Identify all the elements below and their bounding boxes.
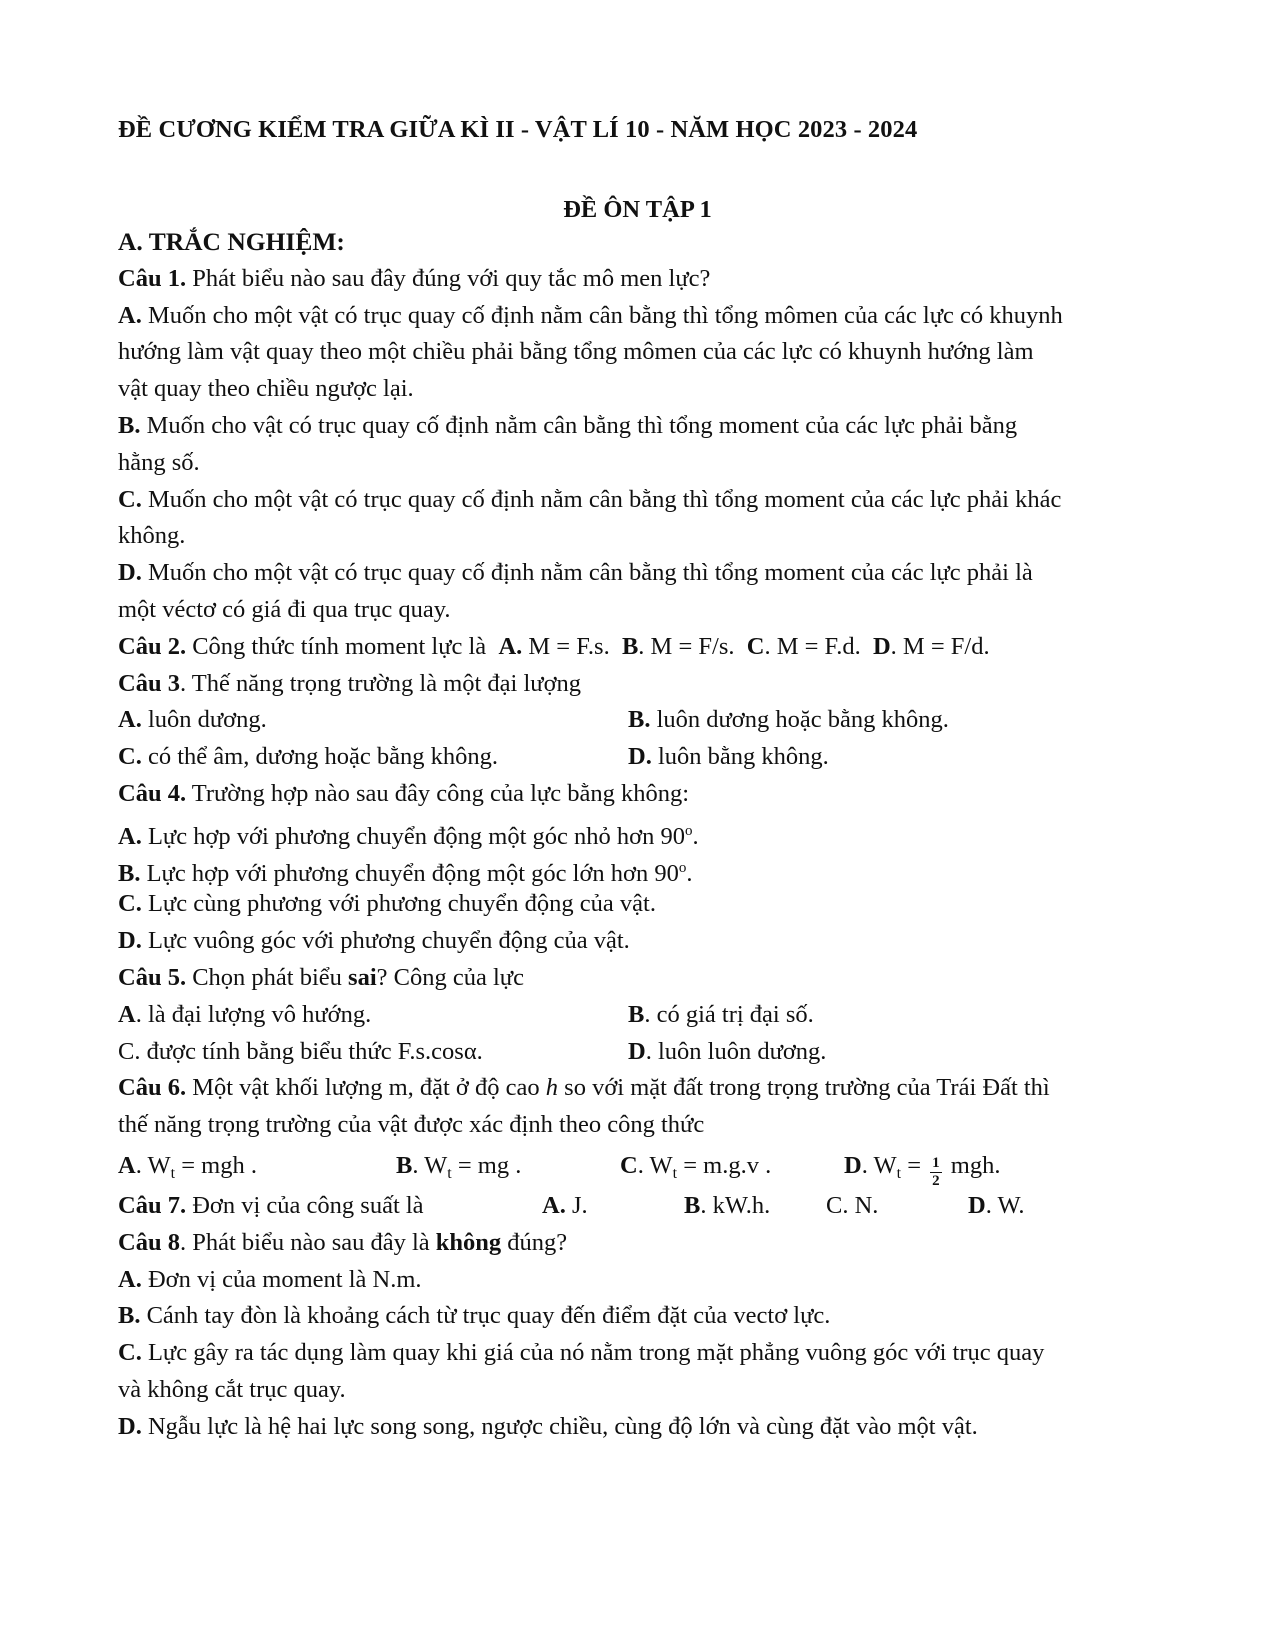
- option-label: D: [844, 1151, 862, 1179]
- option-b-text: . kW.h.: [700, 1191, 771, 1219]
- section-heading: A. TRẮC NGHIỆM:: [118, 227, 345, 256]
- option-label: A.: [118, 706, 142, 734]
- option-a-text: Lực hợp với phương chuyển động một góc nhỏ hơn 90: [141, 822, 685, 850]
- question-5: [118, 960, 1208, 1070]
- option-label: D.: [118, 927, 142, 955]
- option-label: B: [621, 632, 639, 660]
- question-3: [118, 666, 1208, 776]
- degree-symbol: o: [678, 859, 687, 876]
- option-a-text: J.: [565, 1191, 588, 1219]
- option-c-text: có thể âm, dương hoặc bằng không.: [141, 743, 499, 771]
- degree-symbol: o: [684, 822, 693, 839]
- option-b-text: = mg .: [451, 1151, 522, 1179]
- option-c-text: . W: [637, 1151, 673, 1179]
- option-label: D.: [118, 559, 142, 587]
- question-label: Câu 6.: [118, 1074, 187, 1102]
- option-d-text: . W.: [985, 1191, 1025, 1219]
- option-label: D: [968, 1191, 986, 1219]
- option-d-text: . M = F/d.: [890, 632, 990, 660]
- option-a-text: luôn dương.: [141, 706, 267, 734]
- option-label: A.: [118, 301, 142, 329]
- option-b-text: . W: [412, 1151, 448, 1179]
- question-label: Câu 4.: [118, 779, 187, 807]
- question-emphasis: không: [435, 1228, 502, 1256]
- option-c-text: . được tính bằng biểu thức F.s.cosα.: [134, 1037, 483, 1065]
- option-b-text: . M = F/s.: [638, 632, 747, 660]
- option-d-text: =: [901, 1151, 928, 1179]
- option-label: A.: [118, 1265, 142, 1293]
- option-label: B.: [118, 859, 141, 887]
- option-label: C.: [118, 743, 142, 771]
- option-label: A: [118, 1151, 136, 1179]
- option-label: A.: [118, 822, 142, 850]
- option-d-text: . W: [861, 1151, 897, 1179]
- option-c-text: . M = F.d.: [764, 632, 873, 660]
- option-d-text: Muốn cho một vật có trục quay cố định nằm cân bằng thì tổng moment của các lực phải là: [141, 559, 1033, 587]
- fraction-denominator: 2: [932, 1172, 940, 1189]
- option-b-text: luôn dương hoặc bằng không.: [650, 706, 949, 734]
- option-d-text: . luôn luôn dương.: [645, 1037, 827, 1065]
- option-a-text: Đơn vị của moment là N.m.: [141, 1265, 422, 1293]
- question-stem: Một vật khối lượng m, đặt ở độ cao: [186, 1074, 546, 1102]
- option-a-text: hướng làm vật quay theo một chiều phải bằng tổng mômen của các lực có khuynh hướng làm: [118, 338, 1034, 366]
- option-label: A.: [542, 1191, 566, 1219]
- option-a-text: Muốn cho một vật có trục quay cố định nằm cân bằng thì tổng mômen của các lực có khuynh: [141, 301, 1063, 329]
- question-stem: Công thức tính moment lực là: [186, 632, 499, 660]
- option-label: B.: [118, 411, 141, 439]
- question-stem: Chọn phát biểu: [186, 963, 349, 991]
- question-emphasis: sai: [348, 963, 377, 991]
- option-label: C: [746, 632, 765, 660]
- option-label: C: [620, 1151, 638, 1179]
- option-label: B.: [628, 706, 651, 734]
- question-1: [118, 261, 1208, 629]
- option-a-text: vật quay theo chiều ngược lại.: [118, 375, 414, 403]
- option-c-text: và không cắt trục quay.: [118, 1375, 346, 1403]
- document-body: [118, 224, 1208, 1444]
- option-a-text: . W: [135, 1151, 171, 1179]
- option-d-text: mgh.: [944, 1151, 1001, 1179]
- question-stem: Trường hợp nào sau đây công của lực bằng không:: [186, 779, 690, 807]
- subscript: t: [170, 1164, 176, 1182]
- subscript: t: [672, 1164, 678, 1182]
- question-label: Câu 8: [118, 1228, 180, 1256]
- question-2: [118, 629, 1208, 666]
- question-label: Câu 1.: [118, 264, 187, 292]
- question-label: Câu 7.: [118, 1191, 187, 1219]
- question-6: [118, 1070, 1208, 1189]
- option-label: C: [118, 1037, 135, 1065]
- question-7: [118, 1188, 1208, 1225]
- fraction-one-half: [930, 1155, 942, 1190]
- option-label: A: [118, 1000, 136, 1028]
- document-title: ĐỀ CƯƠNG KIỂM TRA GIỮA KÌ II - VẬT LÍ 10 - NĂM HỌC 2023 - 2024: [118, 116, 918, 143]
- question-label: Câu 2.: [118, 632, 187, 660]
- option-label: D.: [628, 743, 652, 771]
- option-b-text: Cánh tay đòn là khoảng cách từ trục quay đến điểm đặt của vectơ lực.: [140, 1302, 831, 1330]
- document-subtitle: ĐỀ ÔN TẬP 1: [563, 196, 712, 223]
- question-stem: so với mặt đất trong trọng trường của Trái Đất thì: [558, 1074, 1050, 1102]
- question-stem: Phát biểu nào sau đây đúng với quy tắc mô men lực?: [186, 264, 711, 292]
- option-d-text: Ngẫu lực là hệ hai lực song song, ngược chiều, cùng độ lớn và cùng đặt vào một vật.: [141, 1412, 978, 1440]
- question-stem: ? Công của lực: [376, 963, 524, 991]
- question-stem: . Phát biểu nào sau đây là: [179, 1228, 436, 1256]
- option-b-text: . có giá trị đại số.: [644, 1000, 814, 1028]
- option-b-text: hằng số.: [118, 448, 200, 476]
- option-label: B.: [118, 1302, 141, 1330]
- option-a-text: . là đại lượng vô hướng.: [135, 1000, 372, 1028]
- option-label: C.: [118, 1339, 142, 1367]
- option-label: C.: [118, 890, 142, 918]
- option-label: B: [684, 1191, 701, 1219]
- question-variable: h: [545, 1074, 559, 1102]
- question-label: Câu 3: [118, 669, 180, 697]
- option-c-text: Muốn cho một vật có trục quay cố định nằm cân bằng thì tổng moment của các lực phải khác: [141, 485, 1062, 513]
- option-c-text: không.: [118, 522, 186, 550]
- question-stem: thế năng trọng trường của vật được xác định theo công thức: [118, 1111, 705, 1139]
- option-b-text: Lực hợp với phương chuyển động một góc lớn hơn 90: [140, 859, 679, 887]
- option-label: B: [396, 1151, 413, 1179]
- subscript: t: [447, 1164, 452, 1182]
- option-a-text: M = F.s.: [522, 632, 622, 660]
- fraction-numerator: 1: [932, 1154, 940, 1171]
- option-a-text: = mgh .: [175, 1151, 257, 1179]
- option-d-text: luôn bằng không.: [651, 743, 829, 771]
- option-d-text: một véctơ có giá đi qua trục quay.: [118, 595, 451, 623]
- question-stem: đúng?: [501, 1228, 568, 1256]
- subscript: t: [896, 1164, 902, 1182]
- question-8: [118, 1225, 1208, 1446]
- option-c-text: = m.g.v .: [677, 1151, 772, 1179]
- option-d-text: Lực vuông góc với phương chuyển động của vật.: [141, 927, 630, 955]
- option-label: A.: [498, 632, 523, 660]
- option-label: D: [872, 632, 891, 660]
- question-stem: . Thế năng trọng trường là một đại lượng: [179, 669, 582, 697]
- option-c-text: Lực cùng phương với phương chuyển động của vật.: [141, 890, 656, 918]
- option-label: B: [628, 1000, 645, 1028]
- option-label: D.: [118, 1412, 142, 1440]
- option-label: C.: [118, 485, 142, 513]
- option-c-text: C. N.: [826, 1191, 879, 1219]
- option-label: D: [628, 1037, 646, 1065]
- question-stem: Đơn vị của công suất là: [186, 1191, 424, 1219]
- option-b-text: Muốn cho vật có trục quay cố định nằm cân bằng thì tổng moment của các lực phải bằng: [140, 411, 1018, 439]
- question-label: Câu 5.: [118, 963, 187, 991]
- option-c-text: Lực gây ra tác dụng làm quay khi giá của nó nằm trong mặt phẳng vuông góc với trục quay: [141, 1339, 1045, 1367]
- question-4: Câu 4. Trường hợp nào sau đây công của lực bằng không: A. Lực hợp với phương chuyển động một góc nhỏ hơn 90$^o$. B. Lực hợp với phương chuyển động một góc lớn hơn 90$^o$. C. Lực cùng phương với phương chuyển động của vật. D. Lực vuông góc với phương chuyển động của vật.: [118, 779, 699, 955]
